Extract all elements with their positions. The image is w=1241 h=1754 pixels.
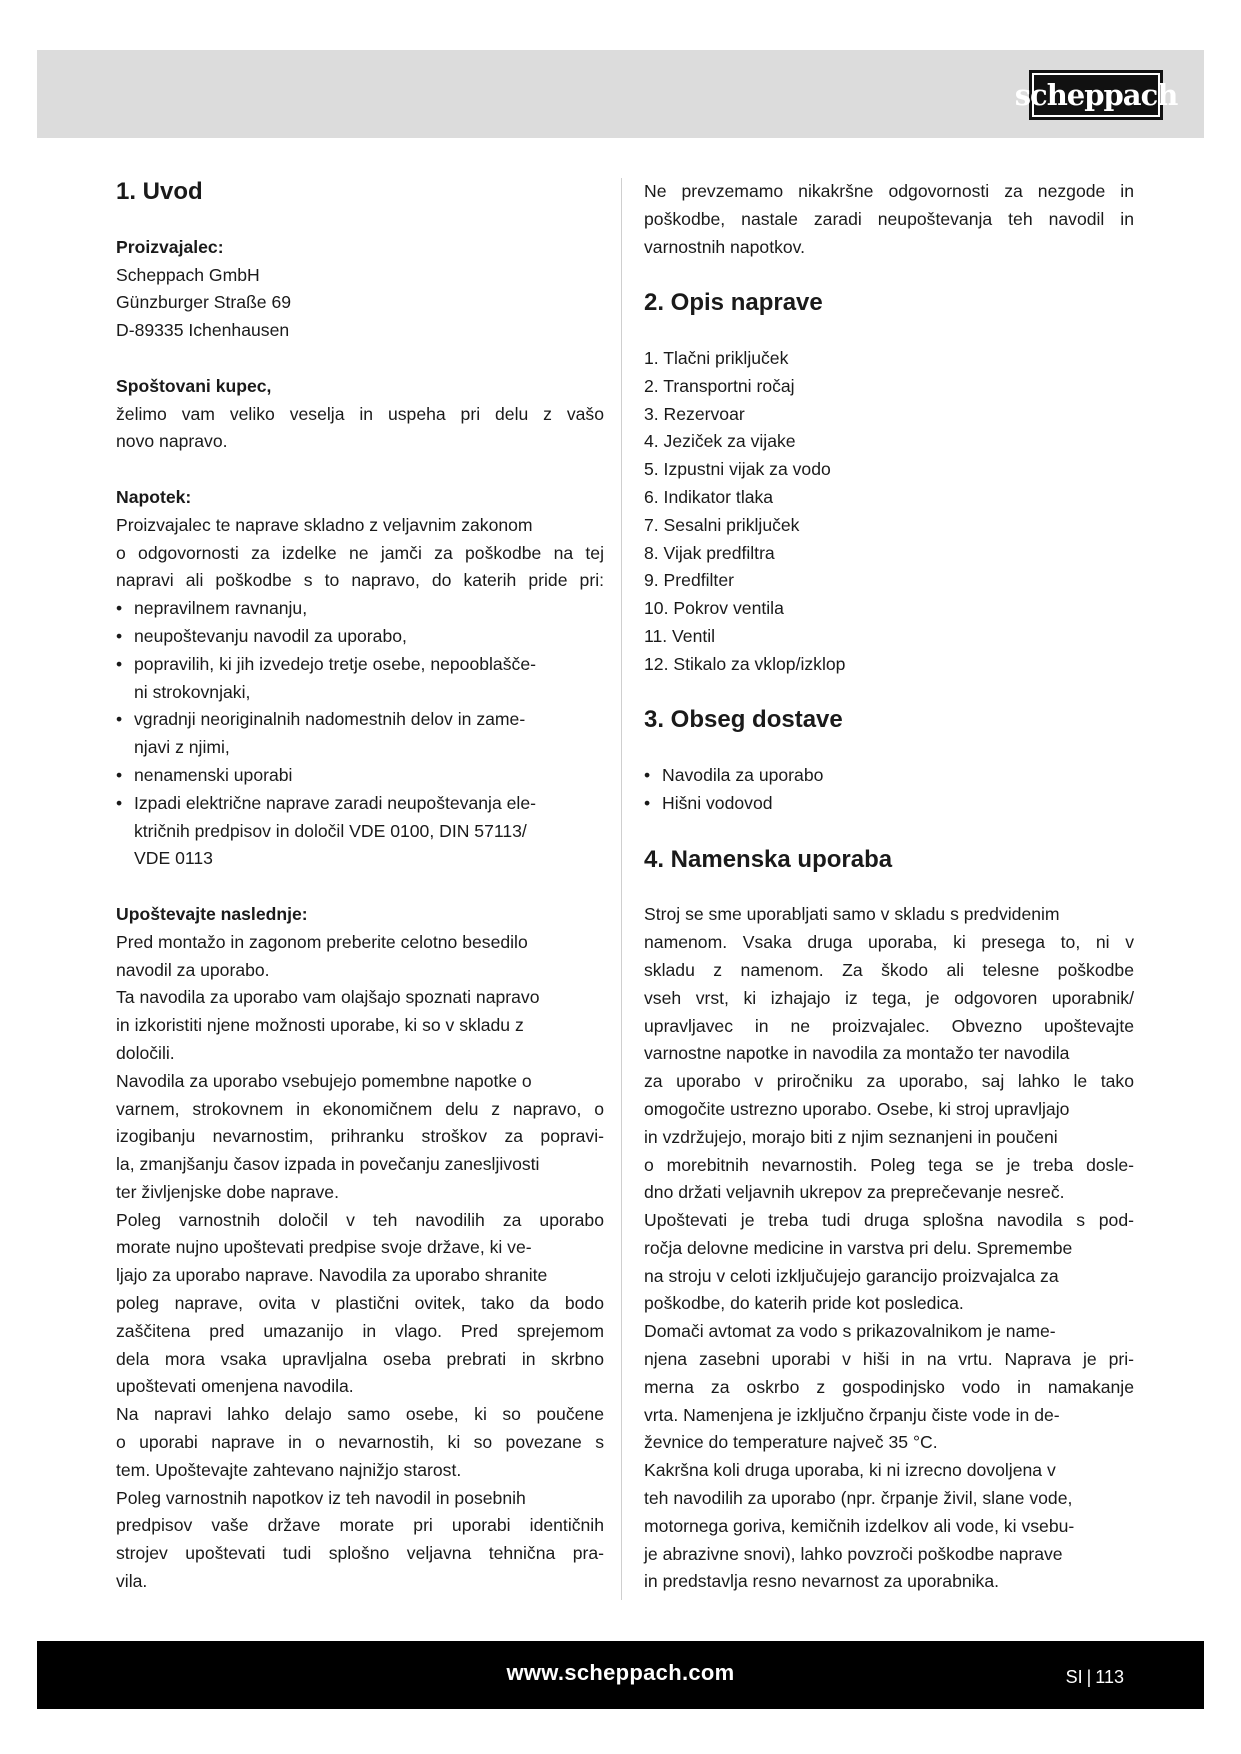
text-line: in predstavlja resno nevarnost za uporabnika. — [644, 1571, 1000, 1592]
text-line: Proizvajalec te naprave skladno z veljavnim zakonom — [116, 514, 533, 535]
text-line: navodil za uporabo. — [116, 959, 270, 980]
text-line: je abrazivne snovi), lahko povzroči poškodbe naprave — [644, 1543, 1063, 1564]
part-list-item: 7. Sesalni priključek — [644, 514, 800, 535]
text-line: novo napravo. — [116, 431, 228, 452]
list-item: • Izpadi električne naprave zaradi neupoštevanja ele- — [116, 790, 604, 818]
manufacturer-label: Proizvajalec: — [116, 236, 224, 257]
text-line: varnostne napotke in navodila za montažo ter navodila — [644, 1043, 1070, 1064]
text-line: napravi ali poškodbe s to napravo, do katerih pride pri: — [116, 570, 604, 591]
part-list-item: 3. Rezervoar — [644, 403, 745, 424]
text-line: o uporabi naprave in o nevarnostih, ki so povezane s — [116, 1432, 604, 1453]
left-column — [116, 178, 604, 1596]
scheppach-logo: scheppach — [1029, 70, 1163, 120]
text-line: strojev upoštevati tudi splošno veljavna tehnična pra- — [116, 1543, 604, 1564]
text-line: njena zasebni uporabi v hiši in na vrtu. Naprava je pri- — [644, 1349, 1134, 1370]
list-item-continuation: ktričnih predpisov in določil VDE 0100, DIN 57113/ — [134, 820, 527, 841]
text-line: in vzdržujejo, morajo biti z njim seznanjeni in poučeni — [644, 1126, 1058, 1147]
observe-label: Upoštevajte naslednje: — [116, 903, 308, 924]
text-line: ter življenjske dobe naprave. — [116, 1181, 339, 1202]
language-code: SI — [1065, 1667, 1083, 1687]
text-line: dno držati veljavnih ukrepov za preprečevanje nesreč. — [644, 1182, 1065, 1203]
page-number-value: 113 — [1095, 1667, 1124, 1687]
text-line: določili. — [116, 1042, 175, 1063]
text-line: upravljavec in ne proizvajalec. Obvezno upoštevajte — [644, 1015, 1134, 1036]
address-line: D-89335 Ichenhausen — [116, 320, 290, 341]
observe-text — [116, 929, 604, 1596]
text-line: želimo vam veliko veselja in uspeha pri delu z vašo — [116, 403, 604, 424]
text-line: omogočite ustrezno uporabo. Osebe, ki stroj upravljajo — [644, 1098, 1070, 1119]
parts-list — [644, 345, 1134, 679]
text-line: Navodila za uporabo vsebujejo pomembne napotke o — [116, 1070, 532, 1091]
text-line: poškodbe, do katerih pride kot posledica. — [644, 1293, 964, 1314]
part-list-item: 12. Stikalo za vklop/izklop — [644, 653, 846, 674]
text-line: tem. Upoštevajte zahtevano najnižjo starost. — [116, 1459, 462, 1480]
text-line: varnostnih napotkov. — [644, 236, 806, 257]
list-item-continuation: ni strokovnjaki, — [134, 681, 251, 702]
part-list-item: 10. Pokrov ventila — [644, 598, 784, 619]
intended-use-text — [644, 901, 1134, 1596]
list-item: • nenamenski uporabi — [116, 762, 604, 790]
text-line: Stroj se sme uporabljati samo v skladu s predvidenim — [644, 904, 1060, 925]
text-line: Na napravi lahko delajo samo osebe, ki so poučene — [116, 1404, 604, 1425]
text-line: o odgovornosti za izdelke ne jamči za poškodbe na tej — [116, 542, 604, 563]
right-column — [644, 178, 1134, 1596]
text-line: in izkoristiti njene možnosti uporabe, ki so v skladu z — [116, 1015, 524, 1036]
text-line: Kakršna koli druga uporaba, ki ni izrecno dovoljena v — [644, 1460, 1056, 1481]
text-line: za uporabo v priročniku za uporabo, saj lahko le tako — [644, 1071, 1134, 1092]
text-line: varnem, strokovnem in ekonomičnem delu z napravo, o — [116, 1098, 604, 1119]
section-title-uvod: 1. Uvod — [116, 178, 203, 205]
part-list-item: 6. Indikator tlaka — [644, 486, 774, 507]
text-line: Pred montažo in zagonom preberite celotno besedilo — [116, 931, 528, 952]
part-list-item: 5. Izpustni vijak za vodo — [644, 459, 831, 480]
list-item: • popravilih, ki jih izvedejo tretje osebe, nepooblašče- — [116, 651, 604, 679]
list-item: • Navodila za uporabo — [644, 762, 1134, 790]
part-list-item: 1. Tlačni priključek — [644, 347, 789, 368]
dear-customer-label: Spoštovani kupec, — [116, 375, 272, 396]
note-label: Napotek: — [116, 486, 192, 507]
text-line: na stroju v celoti izključujejo garancijo proizvajalca za — [644, 1265, 1059, 1286]
list-item-continuation: VDE 0113 — [134, 848, 213, 869]
list-item: • Hišni vodovod — [644, 790, 1134, 818]
text-line: namenom. Vsaka druga uporaba, ki presega to, ni v — [644, 932, 1134, 953]
part-list-item: 8. Vijak predfiltra — [644, 542, 775, 563]
text-line: izogibanju nevarnostim, prihranku stroškov za popravi- — [116, 1126, 604, 1147]
website-link[interactable]: www.scheppach.com — [506, 1660, 735, 1685]
section-title-namenska-uporaba: 4. Namenska uporaba — [644, 845, 893, 873]
part-list-item: 11. Ventil — [644, 625, 716, 646]
text-line: zaščitena pred umazanijo in vlago. Pred sprejemom — [116, 1320, 604, 1341]
text-line: vseh vrst, ki izhajajo iz tega, je odgovoren uporabnik/ — [644, 987, 1134, 1008]
text-line: teh navodilih za uporabo (npr. črpanje živil, slane vode, — [644, 1488, 1073, 1509]
column-divider — [621, 178, 622, 1600]
text-line: upoštevati omenjena navodila. — [116, 1376, 354, 1397]
text-line: Ta navodila za uporabo vam olajšajo spoznati napravo — [116, 987, 540, 1008]
text-line: morate nujno upoštevati predpise svoje države, ki ve- — [116, 1237, 532, 1258]
part-list-item: 4. Jeziček za vijake — [644, 431, 796, 452]
page-number: SI | 113 — [1065, 1667, 1124, 1687]
text-line: la, zmanjšanju časov izpada in povečanju zanesljivosti — [116, 1154, 540, 1175]
section-title-obseg-dostave: 3. Obseg dostave — [644, 706, 843, 734]
part-list-item: 9. Predfilter — [644, 570, 734, 591]
text-line: Ne prevzemamo nikakršne odgovornosti za nezgode in — [644, 181, 1134, 201]
address-line: Günzburger Straße 69 — [116, 292, 292, 313]
text-line: o morebitnih nevarnostih. Poleg tega se je treba dosle- — [644, 1154, 1134, 1175]
list-item: • neupoštevanju navodil za uporabo, — [116, 623, 604, 651]
list-item: • nepravilnem ravnanju, — [116, 595, 604, 623]
text-line: predpisov vaše države morate pri uporabi identičnih — [116, 1515, 604, 1536]
text-line: vila. — [116, 1571, 148, 1592]
text-line: ljajo za uporabo naprave. Navodila za uporabo shranite — [116, 1265, 548, 1286]
text-line: Domači avtomat za vodo s prikazovalnikom je name- — [644, 1321, 1056, 1342]
text-line: poleg naprave, ovita v plastični ovitek, tako da bodo — [116, 1293, 604, 1314]
part-list-item: 2. Transportni ročaj — [644, 375, 795, 396]
text-line: vrta. Namenjena je izključno črpanju čiste vode in de- — [644, 1404, 1060, 1425]
text-line: skladu z namenom. Za škodo ali telesne poškodbe — [644, 959, 1134, 980]
section-title-opis-naprave: 2. Opis naprave — [644, 289, 823, 317]
text-line: ževnice do temperature največ 35 °C. — [644, 1432, 938, 1453]
text-line: motornega goriva, kemičnih izdelkov ali vode, ki vsebu- — [644, 1515, 1075, 1536]
text-line: Poleg varnostnih napotkov iz teh navodil in posebnih — [116, 1487, 526, 1508]
address-line: Scheppach GmbH — [116, 264, 260, 285]
text-line: Poleg varnostnih določil v teh navodilih za uporabo — [116, 1209, 604, 1230]
list-item-continuation: njavi z njimi, — [134, 737, 230, 758]
footer-bar — [37, 1641, 1204, 1709]
text-line: ročja delovne medicine in varstva pri delu. Spremembe — [644, 1237, 1073, 1258]
text-line: Upoštevati je treba tudi druga splošna navodila s pod- — [644, 1210, 1134, 1231]
list-item: • vgradnji neoriginalnih nadomestnih delov in zame- — [116, 706, 604, 734]
text-line: merna za oskrbo z gospodinjsko vodo in namakanje — [644, 1376, 1134, 1397]
text-line: dela mora vsaka upravljalna oseba prebrati in skrbno — [116, 1348, 604, 1369]
text-line: poškodbe, nastale zaradi neupoštevanja teh navodil in — [644, 208, 1134, 229]
